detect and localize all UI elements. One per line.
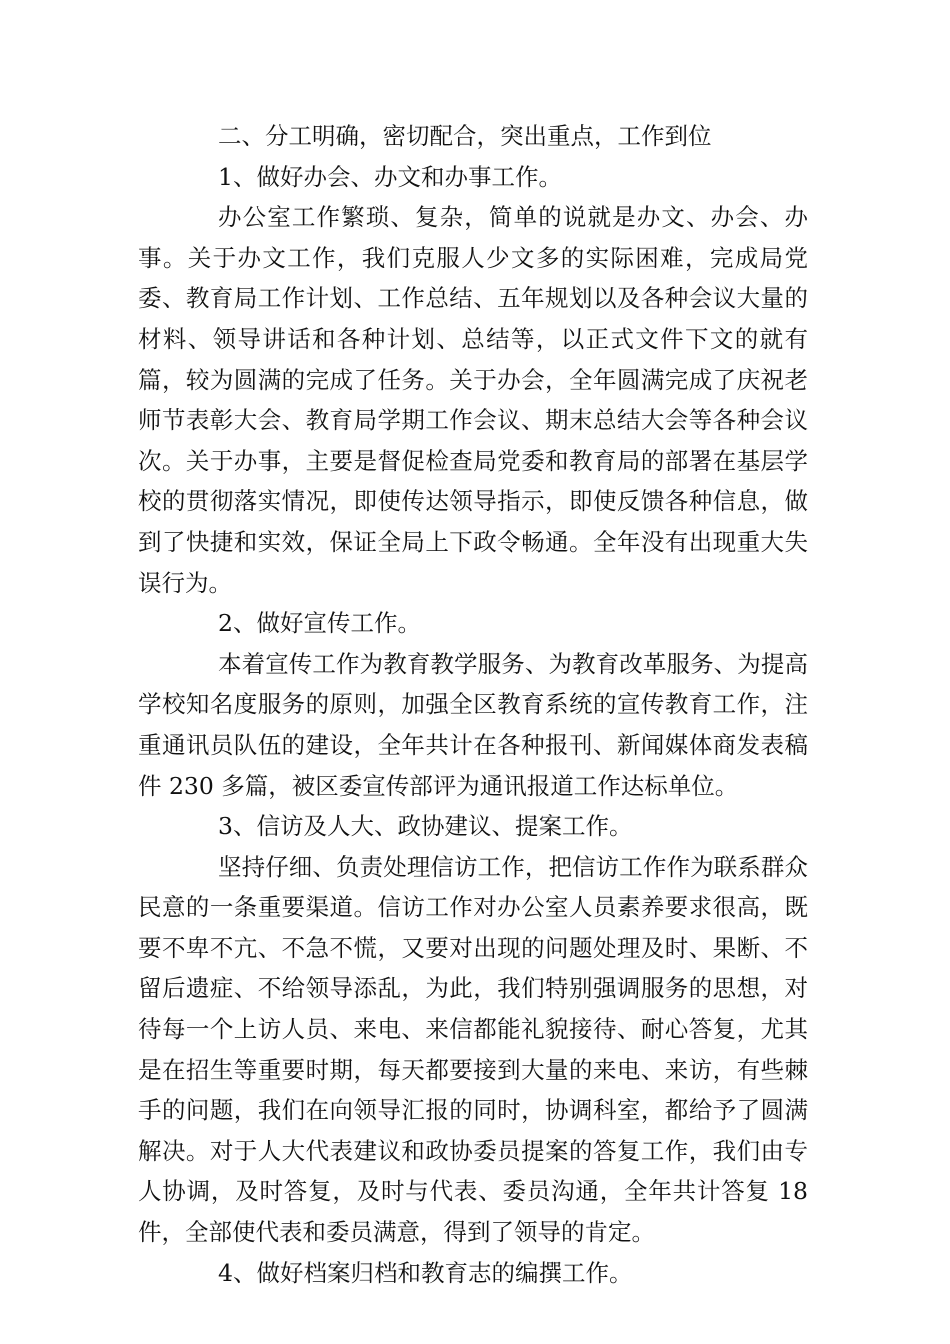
section-heading: 二、分工明确，密切配合，突出重点，工作到位 [218, 122, 712, 150]
item-3-title: 3、信访及人大、政协建议、提案工作。 [218, 812, 633, 841]
item-1-title: 1、做好办会、办文和办事工作。 [218, 162, 562, 191]
item-3-paragraph: 坚持仔细、负责处理信访工作，把信访工作作为联系群众民意的一条重要渠道。信访工作对办公室人员素养要求很高，既要不卑不亢、不急不慌，又要对出现的问题处理及时、果断、不留后遗症、不给领导添乱，为此，我们特别强调服务的思想，对待每一个上访人员、来电、来信都能礼貌接待、耐心答复，尤其是在招生等重要时期，每天都要接到大量的来电、来访，有些棘手的问题，我们在向领导汇报的同时，协调科室，都给予了圆满解决。对于人大代表建议和政协委员提案的答复工作，我们由专人协调，及时答复，及时与代表、委员沟通，全年共计答复 18 件，全部使代表和委员满意，得到了领导的肯定。 [138, 852, 808, 1247]
item-2-paragraph: 本着宣传工作为教育教学服务、为教育改革服务、为提高学校知名度服务的原则，加强全区教育系统的宣传教育工作，注重通讯员队伍的建设，全年共计在各种报刊、新闻媒体商发表稿件 230 多篇，被区委宣传部评为通讯报道工作达标单位。 [138, 649, 808, 800]
document-body [138, 116, 808, 1293]
item-2-title: 2、做好宣传工作。 [218, 609, 421, 638]
item-1-paragraph: 办公室工作繁琐、复杂，简单的说就是办文、办会、办事。关于办文工作，我们克服人少文多的实际困难，完成局党委、教育局工作计划、工作总结、五年规划以及各种会议大量的材料、领导讲话和各种计划、总结等，以正式文件下文的就有篇，较为圆满的完成了任务。关于办会，全年圆满完成了庆祝老师节表彰大会、教育局学期工作会议、期末总结大会等各种会议次。关于办事，主要是督促检查局党委和教育局的部署在基层学校的贯彻落实情况，即使传达领导指示，即使反馈各种信息，做到了快捷和实效，保证全局上下政令畅通。全年没有出现重大失误行为。 [138, 203, 808, 597]
item-4-title: 4、做好档案归档和教育志的编撰工作。 [218, 1258, 633, 1287]
